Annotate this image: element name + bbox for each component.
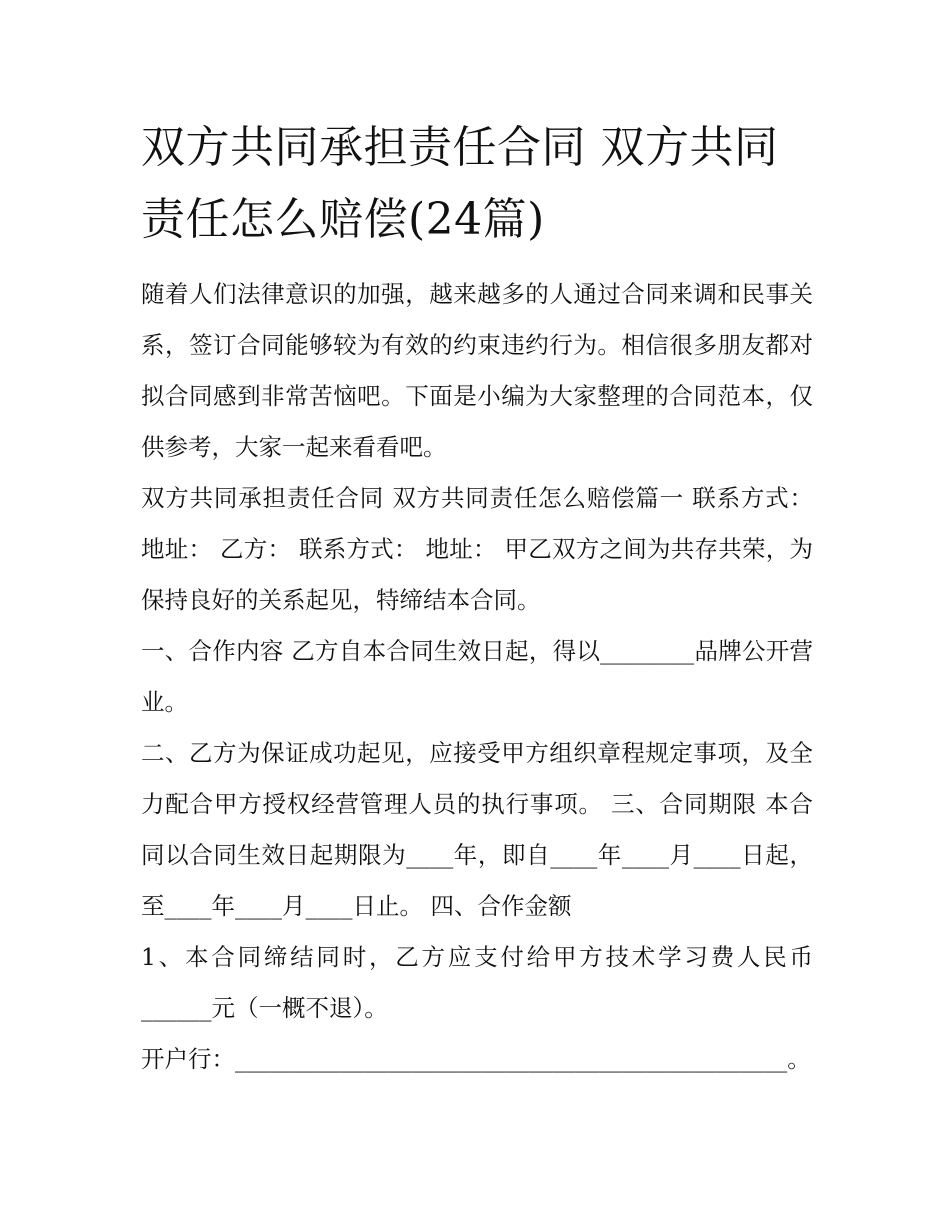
intro-paragraph: 随着人们法律意识的加强，越来越多的人通过合同来调和民事关系，签订合同能够较为有效的约束违约行为。相信很多朋友都对拟合同感到非常苦恼吧。下面是小编为大家整理的合同范本，仅供参考，大家一起来看看吧。 <box>141 280 813 461</box>
cooperation-content-paragraph: 一、合作内容 乙方自本合同生效日起，得以________品牌公开营业。 <box>141 637 813 716</box>
bank-paragraph: 开户行：_______________________________________________。 <box>141 1045 811 1073</box>
contract-parties-paragraph: 双方共同承担责任合同 双方共同责任怎么赔偿篇一 联系方式： 地址： 乙方： 联系方式： 地址： 甲乙双方之间为共存共荣，为保持良好的关系起见，特缔结本合同。 <box>141 484 813 614</box>
document-page <box>141 112 813 1085</box>
contract-term-paragraph: 二、乙方为保证成功起见，应接受甲方组织章程规定事项，及全力配合甲方授权经营管理人员的执行事项。 三、合同期限 本合同以合同生效日起期限为____年，即自____年____月____日起，至____年____月____日止。 四、合作金额 <box>141 739 813 920</box>
fee-paragraph: 1、本合同缔结同时，乙方应支付给甲方技术学习费人民币______元（一概不退）。 <box>141 943 813 1022</box>
document-title: 双方共同承担责任合同 双方共同责任怎么赔偿(24篇) <box>141 122 779 245</box>
